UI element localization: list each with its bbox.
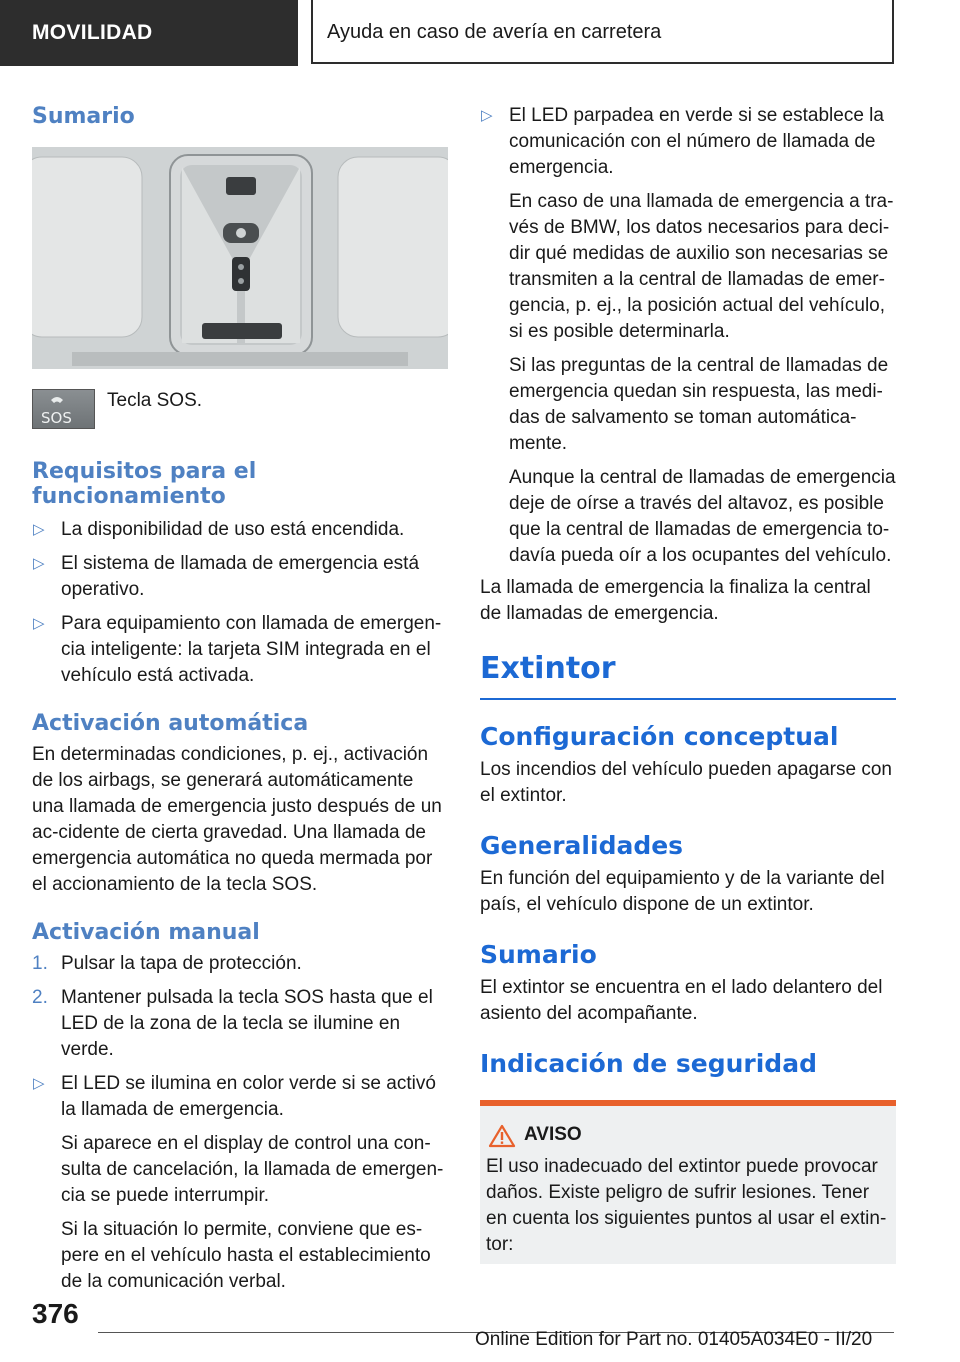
manual-sub-paragraph: Si la situación lo permite, conviene que es‐pere en el vehículo hasta el establecimiento de la comunicación verbal. (61, 1219, 431, 1292)
overhead-console-illustration (32, 147, 448, 369)
edition-text: Online Edition for Part no. 01405A034E0 - II/20 (475, 1329, 873, 1350)
left-column (32, 100, 448, 1295)
sos-key-text: SOS (41, 409, 72, 427)
seguridad-heading: Indicación de seguridad (480, 1049, 817, 1078)
section-label: MOVILIDAD (0, 0, 298, 66)
warning-text: El uso inadecuado del extintor puede provocar daños. Existe peligro de sufrir lesiones. Tener en cuenta los siguientes puntos al usar el extin‐tor: (486, 1156, 887, 1255)
chapter-title: Ayuda en caso de avería en carretera (311, 0, 894, 64)
list-item: ▷ El sistema de llamada de emergencia está operativo. (33, 553, 420, 600)
requisitos-list (32, 517, 448, 689)
right-column (480, 103, 896, 1264)
sos-caption: Tecla SOS. (107, 390, 203, 411)
auto-text: En determinadas condiciones, p. ej., activación de los airbags, se generará automáticamente una llamada de emergencia justo después de un ac‐cidente de cierta gravedad. Una llamada de emergencia automática no queda mermada por el accionamiento de la tecla SOS. (32, 744, 442, 895)
config-text: Los incendios del vehículo pueden apagarse con el extintor. (480, 759, 892, 806)
list-item: 1. Pulsar la tapa de protección. (32, 953, 302, 974)
sos-caption-row (32, 389, 448, 457)
list-item: ▷ El LED se ilumina en color verde si se activó la llamada de emergencia. (33, 1073, 436, 1120)
right-sub-paragraph: En caso de una llamada de emergencia a tra‐vés de BMW, los datos necesarios para deci‐dir qué medidas de auxilio son necesarias se transmiten a la central de llamadas de emer‐gencia, p. ej., la posición actual del vehículo, si es posible determinarla. (509, 191, 894, 342)
triangle-bullet-icon: ▷ (481, 107, 493, 124)
finaliza-text: La llamada de emergencia la finaliza la central de llamadas de emergencia. (480, 577, 871, 624)
manual-sub-paragraph: Si aparece en el display de control una con‐sulta de cancelación, la llamada de emergen‐cia se puede interrumpir. (61, 1133, 444, 1206)
triangle-bullet-icon: ▷ (33, 555, 45, 572)
warning-triangle-icon (488, 1124, 516, 1148)
auto-heading: Activación automática (32, 711, 309, 736)
sumario-extintor-heading: Sumario (480, 940, 597, 969)
manual-steps (32, 951, 448, 1295)
page-header (0, 0, 960, 66)
warning-title: AVISO (524, 1124, 582, 1145)
right-sub-paragraph: Aunque la central de llamadas de emergencia deje de oírse a través del altavoz, es posible que la central de llamadas de emergencia to‐davía pueda oír a los ocupantes del vehículo. (509, 467, 896, 566)
sumario-heading: Sumario (32, 104, 135, 129)
triangle-bullet-icon: ▷ (33, 1075, 45, 1092)
sumario-extintor-text: El extintor se encuentra en el lado delantero del asiento del acompañante. (480, 977, 883, 1024)
extintor-title: Extintor (480, 651, 616, 686)
list-item: 2. Mantener pulsada la tecla SOS hasta que el LED de la zona de la tecla se ilumine en verde. (32, 987, 433, 1060)
general-heading: Generalidades (480, 831, 684, 860)
title-rule (480, 698, 896, 700)
list-item: ▷ Para equipamiento con llamada de emergen‐cia inteligente: la tarjeta SIM integrada en el vehículo está activada. (33, 613, 442, 686)
sos-key-icon (32, 389, 95, 429)
manual-heading: Activación manual (32, 920, 260, 945)
list-item: ▷ La disponibilidad de uso está encendida. (32, 517, 448, 543)
page-number: 376 (32, 1298, 79, 1329)
requisitos-heading: Requisitos para el funcionamiento (32, 459, 257, 509)
general-text: En función del equipamiento y de la variante del país, el vehículo dispone de un extintor. (480, 868, 885, 915)
config-heading: Configuración conceptual (480, 722, 839, 751)
right-sub-paragraph: Si las preguntas de la central de llamadas de emergencia quedan sin respuesta, las medi‐das de salvamento se toman automática‐mente. (509, 355, 889, 454)
overhead-console-photo (32, 147, 448, 369)
warning-box (480, 1100, 896, 1264)
triangle-bullet-icon: ▷ (33, 521, 45, 538)
triangle-bullet-icon: ▷ (33, 615, 45, 632)
list-item: ▷ El LED parpadea en verde si se establece la comunicación con el número de llamada de emergencia. (481, 105, 884, 178)
